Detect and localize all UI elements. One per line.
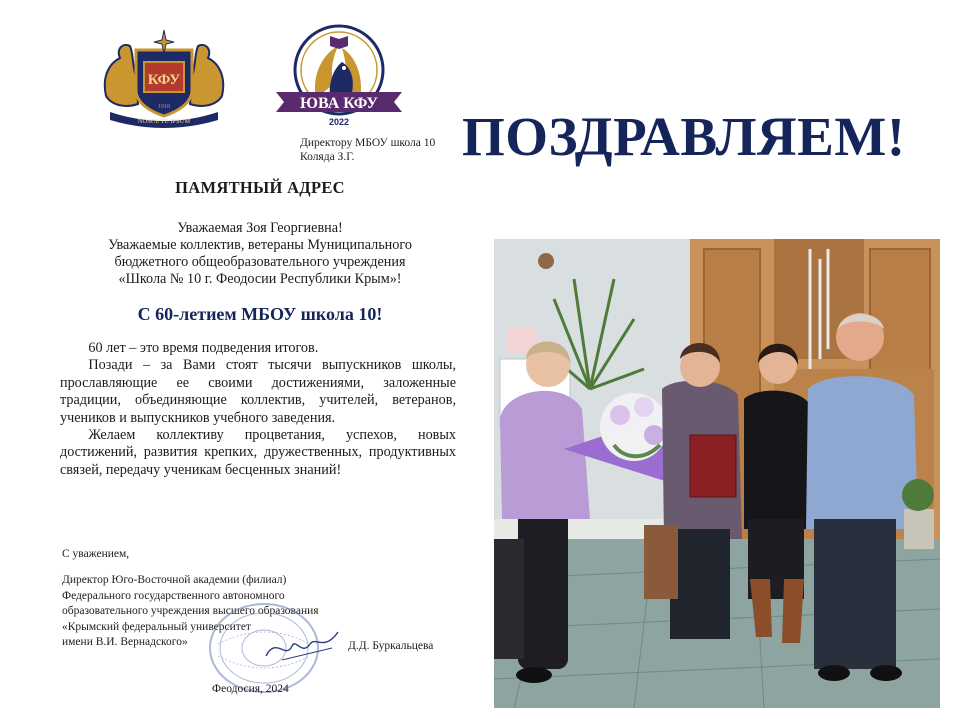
signer-line: образовательного учреждения высшего образования (62, 605, 319, 618)
paragraph (60, 427, 456, 479)
kfu-crest-logo (96, 26, 232, 128)
signer-line: Федерального государственного автономного (62, 589, 285, 602)
addressee-line: Коляда З.Г. (300, 151, 355, 163)
greeting-line: Уважаемая Зоя Георгиевна! (177, 220, 343, 236)
handwritten-signature (262, 626, 342, 666)
letter-body (60, 340, 456, 479)
signer-name: Д.Д. Буркальцева (348, 640, 434, 652)
greeting-line: Уважаемые коллектив, ветераны Муниципального (108, 237, 412, 253)
yuva-kfu-logo (272, 22, 406, 132)
yuva-year: 2022 (328, 117, 350, 127)
addressee-block (300, 136, 435, 164)
greeting-block (50, 220, 470, 288)
paragraph-text: 60 лет – это время подведения итогов. (88, 340, 319, 356)
letter-title: ПАМЯТНЫЙ АДРЕС (175, 178, 345, 197)
kfu-motto: NOSCE TE IPSUM (137, 118, 191, 125)
signer-line: имени В.И. Вернадского» (62, 636, 188, 649)
kfu-monogram: КФУ (147, 72, 181, 88)
paragraph-text: Желаем коллективу процветания, успехов, новых достижений, развития крепких, дружественных, продуктивных связей, передачу ученикам бесценных знаний! (60, 427, 456, 478)
group-photo (494, 239, 940, 708)
paragraph (60, 340, 456, 357)
kfu-year: 1918 (158, 104, 170, 110)
paragraph-text: Позади – за Вами стоят тысячи выпускников школы, прославляющие ее своими достижениями, заложенные традиции, объединяющие коллектив, учителей, ветеранов, учеников и выпускников учебного заведения. (60, 357, 456, 426)
regards: С уважением, (62, 548, 130, 560)
anniversary-heading: С 60-летием МБОУ школа 10! (137, 304, 383, 324)
addressee-line: Директору МБОУ школа 10 (300, 137, 436, 149)
paragraph (60, 357, 456, 427)
yuva-name: ЮВА КФУ (300, 95, 378, 112)
place-date: Феодосия, 2024 (212, 683, 289, 695)
signer-line: Директор Юго-Восточной академии (филиал) (62, 574, 287, 586)
headline: ПОЗДРАВЛЯЕМ! (462, 106, 906, 167)
signer-line: «Крымский федеральный университет (62, 620, 251, 633)
greeting-line: «Школа № 10 г. Феодосии Республики Крым»! (118, 271, 402, 287)
greeting-line: бюджетного общеобразовательного учреждения (114, 254, 406, 270)
